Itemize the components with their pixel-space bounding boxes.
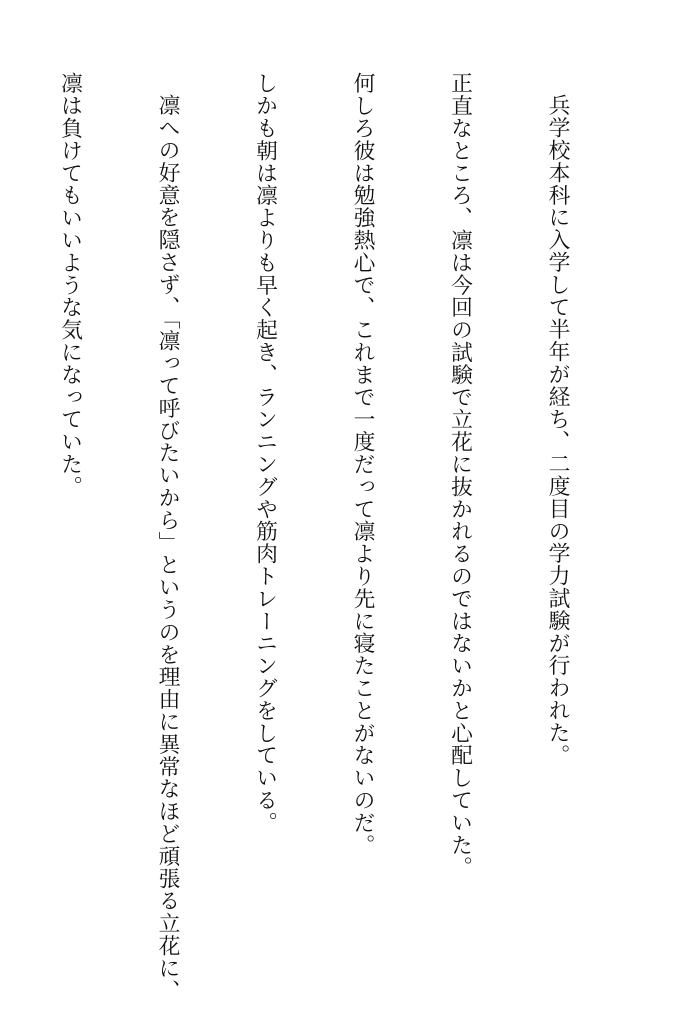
text-line-5: 凛への好意を隠さず、「凛って呼びたいから」というのを理由に異常なほど頑張る立花に、	[155, 93, 180, 1002]
text-line-6: 凛は負けてもいいような気になっていた。	[57, 72, 83, 498]
text-line-2: 正直なところ、凛は今回の試験で立花に抜かれるのではないかと心配していた。	[447, 72, 473, 879]
text-line-4: しかも朝は凛よりも早く起き、ランニングや筋肉トレーニングをしている。	[252, 72, 278, 834]
vertical-text-block	[38, 72, 638, 1002]
text-line-1: 兵学校本科に入学して半年が経ち、二度目の学力試験が行われた。	[545, 93, 570, 766]
text-line-3: 何しろ彼は勉強熱心で、これまで一度だって凛より先に寝たことがないのだ。	[350, 72, 375, 856]
